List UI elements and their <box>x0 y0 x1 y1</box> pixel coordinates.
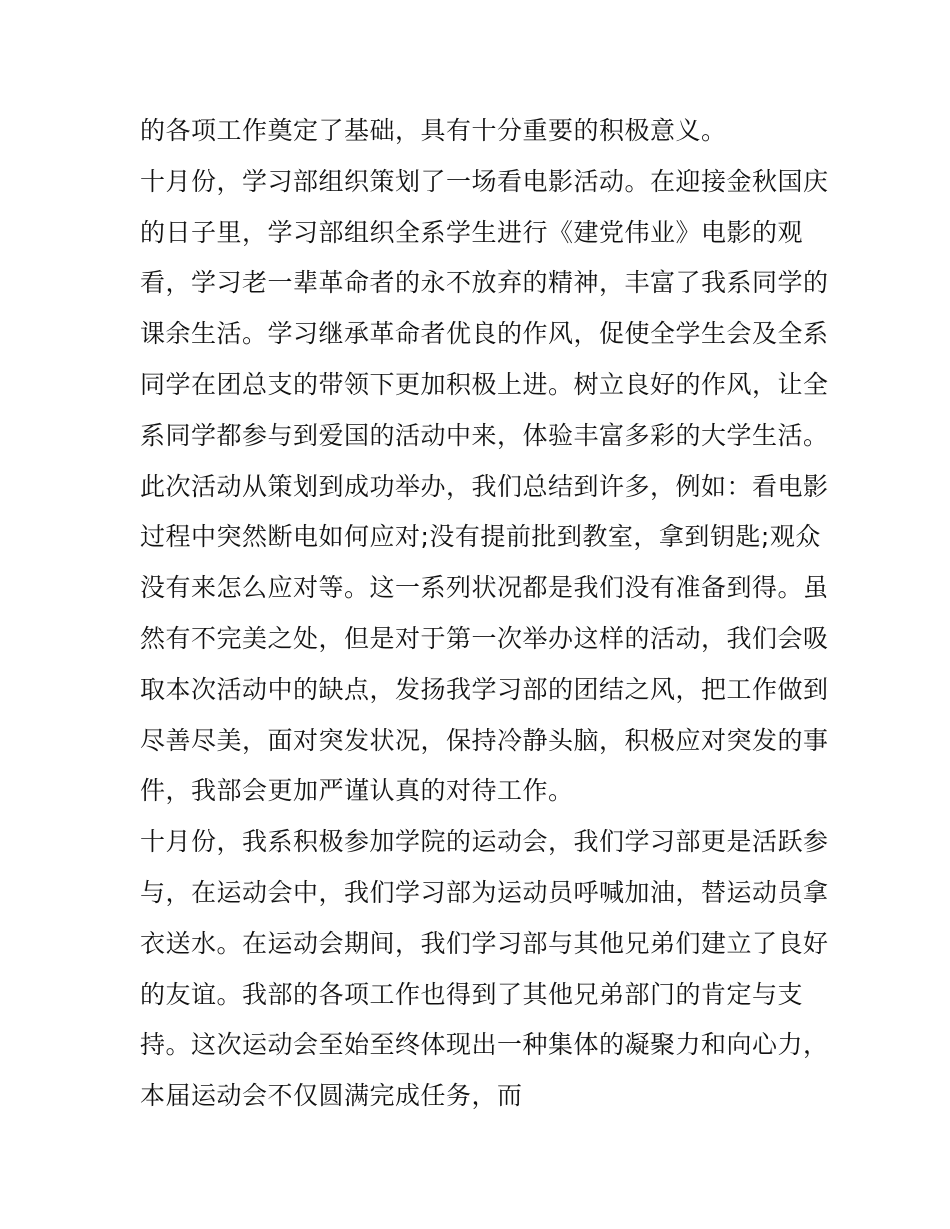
document-body <box>140 106 830 1122</box>
text-line: 没有来怎么应对等。这一系列状况都是我们没有准备到得。虽 <box>140 573 829 603</box>
text-line: 十月份，学习部组织策划了一场看电影活动。在迎接金秋国庆 <box>140 166 829 196</box>
text-line: 此次活动从策划到成功举办，我们总结到许多，例如：看电影 <box>140 471 829 501</box>
text-line: 持。这次运动会至始至终体现出一种集体的凝聚力和向心力， <box>140 1030 829 1060</box>
text-line: 看，学习老一辈革命者的永不放弃的精神，丰富了我系同学的 <box>140 268 829 298</box>
text-line: 十月份，我系积极参加学院的运动会，我们学习部更是活跃参 <box>140 827 829 857</box>
text-line: 本届运动会不仅圆满完成任务，而 <box>140 1081 523 1111</box>
text-line: 的日子里，学习部组织全系学生进行《建党伟业》电影的观 <box>140 217 804 247</box>
text-line: 同学在团总支的带领下更加积极上进。树立良好的作风，让全 <box>140 369 829 399</box>
text-line: 尽善尽美，面对突发状况，保持冷静头脑，积极应对突发的事 <box>140 725 829 755</box>
text-line: 衣送水。在运动会期间，我们学习部与其他兄弟们建立了良好 <box>140 928 829 958</box>
text-line: 与，在运动会中，我们学习部为运动员呼喊加油，替运动员拿 <box>140 877 829 907</box>
text-line: 然有不完美之处，但是对于第一次举办这样的活动，我们会吸 <box>140 623 829 653</box>
text-line: 的各项工作奠定了基础，具有十分重要的积极意义。 <box>140 116 727 145</box>
text-line: 取本次活动中的缺点，发扬我学习部的团结之风，把工作做到 <box>140 674 829 704</box>
text-line: 件，我部会更加严谨认真的对待工作。 <box>140 776 574 806</box>
text-line: 过程中突然断电如何应对;没有提前批到教室，拿到钥匙;观众 <box>140 522 821 552</box>
text-line: 系同学都参与到爱国的活动中来，体验丰富多彩的大学生活。 <box>140 420 829 450</box>
text-line: 的友谊。我部的各项工作也得到了其他兄弟部门的肯定与支 <box>140 979 804 1009</box>
text-line: 课余生活。学习继承革命者优良的作风，促使全学生会及全系 <box>140 319 829 349</box>
